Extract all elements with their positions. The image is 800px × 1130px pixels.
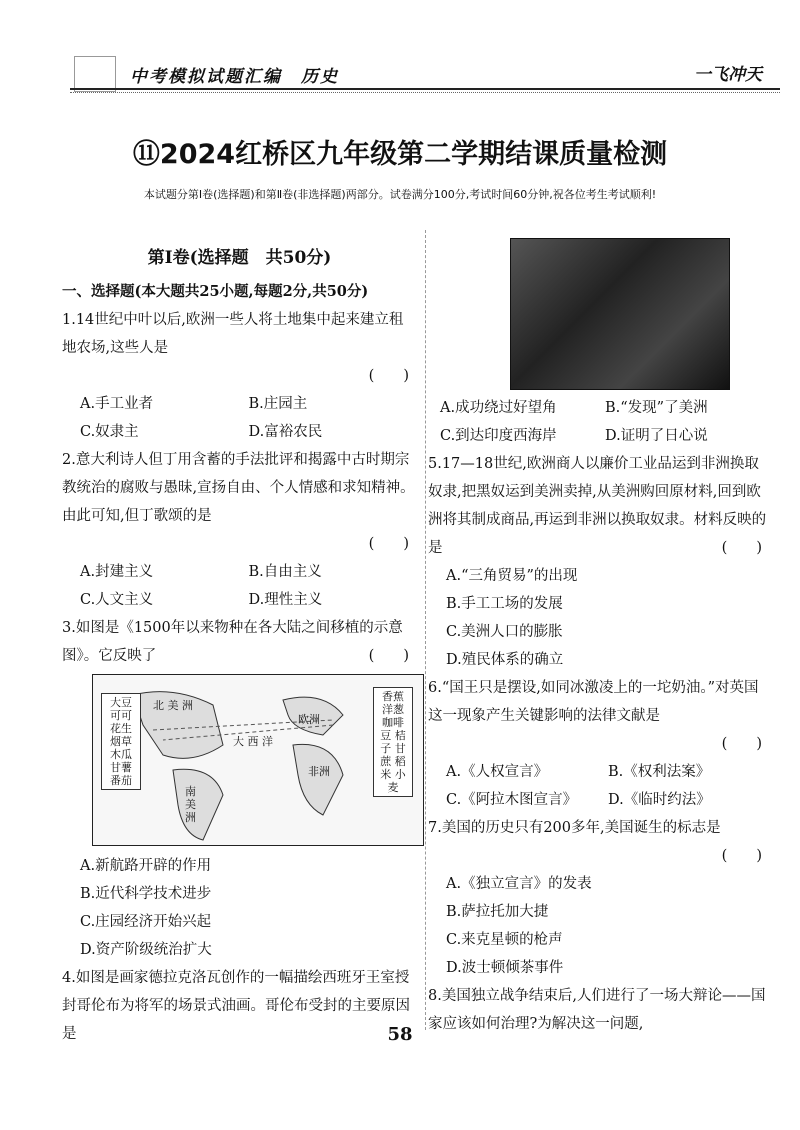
exam-note: 本试题分第Ⅰ卷(选择题)和第Ⅱ卷(非选择题)两部分。试卷满分100分,考试时间60分钟,祝各位考生考试顺利! [143,188,657,201]
option-d: D.殖民体系的确立 [446,652,564,668]
columbus-painting [510,238,730,390]
option-a: A.《人权宣言》 [446,764,549,780]
map-right-box: 香蕉 洋葱 咖啡 豆 桔子 甘蔗 稻米 小麦 [373,687,413,797]
exam-title: ⑪2024红桥区九年级第二学期结课质量检测 [132,139,668,170]
page-number: 58 [387,1024,413,1045]
right-column [428,394,770,1038]
answer-paren: ( ) [368,648,409,664]
question-stem: 4.如图是画家德拉克洛瓦创作的一幅描绘西班牙王室授封哥伦布为将军的场景式油画。哥伦布受封的主要原因是 [62,970,410,1042]
option-c: C.人文主义 [80,592,154,608]
question-7 [428,814,770,982]
species-transfer-map [92,674,424,846]
option-b: B.自由主义 [248,564,322,580]
header-rule [70,88,780,90]
option-d: D.资产阶级统治扩大 [80,942,212,958]
option-c: C.到达印度西海岸 [440,428,557,444]
answer-paren: ( ) [721,736,762,752]
option-d: D.《临时约法》 [608,792,711,808]
option-a: A.手工业者 [80,396,154,412]
option-a: A.新航路开辟的作用 [80,858,212,874]
option-c: C.《阿拉木图宣言》 [446,792,578,808]
part-heading: 一、选择题(本大题共25小题,每题2分,共50分) [62,283,369,300]
question-stem: 7.美国的历史只有200多年,美国诞生的标志是 [428,820,721,836]
left-column [62,244,417,1048]
question-1 [62,306,417,446]
option-b: B.手工工场的发展 [446,596,563,612]
question-stem: 3.如图是《1500年以来物种在各大陆之间移植的示意图》。它反映了 [62,620,403,664]
question-stem: 5.17—18世纪,欧洲商人以廉价工业品运到非洲换取奴隶,把黑奴运到美洲卖掉,从美洲购回原材料,回到欧洲将其制成商品,再运到非洲以换取奴隶。材料反映的是 [428,456,767,556]
question-stem: 1.14世纪中叶以后,欧洲一些人将土地集中起来建立租地农场,这些人是 [62,312,404,356]
option-a: A.“三角贸易”的出现 [446,568,578,584]
header-rule-dotted [70,92,780,93]
option-c: C.庄园经济开始兴起 [80,914,212,930]
question-3 [62,614,417,964]
option-a: A.成功绕过好望角 [440,400,557,416]
label-north-america: 北 美 洲 [153,699,193,712]
option-c: C.来克星顿的枪声 [446,932,563,948]
option-c: C.奴隶主 [80,424,139,440]
question-2 [62,446,417,614]
question-stem: 8.美国独立战争结束后,人们进行了一场大辩论——国家应该如何治理?为解决这一问题, [428,988,766,1032]
option-d: D.波士顿倾茶事件 [446,960,564,976]
option-a: A.封建主义 [80,564,154,580]
option-c: C.美洲人口的膨胀 [446,624,563,640]
column-divider [425,230,426,1030]
label-europe: 欧洲 [298,713,320,726]
header-brand: 一飞冲天 [694,65,762,85]
option-d: D.证明了日心说 [605,428,708,444]
option-d: D.理性主义 [248,592,323,608]
option-b: B.近代科学技术进步 [80,886,212,902]
label-africa: 非洲 [308,765,330,778]
label-atlantic: 大 西 洋 [233,735,273,748]
answer-paren: ( ) [721,848,762,864]
series-logo [74,56,116,92]
question-5 [428,450,770,674]
answer-paren: ( ) [368,368,409,384]
option-a: A.《独立宣言》的发表 [446,876,592,892]
label-south-america: 南 美 洲 [185,785,196,824]
map-left-box: 大豆 可可 花生 烟草 木瓜 甘薯 番茄 [101,693,141,790]
question-stem: 2.意大利诗人但丁用含蓄的手法批评和揭露中古时期宗教统治的腐败与愚昧,宣扬自由、个人情感和求知精神。由此可知,但丁歌颂的是 [62,452,415,524]
question-stem: 6.“国王只是摆设,如同冰激凌上的一坨奶油。”对英国这一现象产生关键影响的法律文献是 [428,680,759,724]
answer-paren: ( ) [721,540,762,556]
option-d: D.富裕农民 [248,424,323,440]
option-b: B.萨拉托加大捷 [446,904,549,920]
option-b: B.“发现”了美洲 [605,400,708,416]
question-6 [428,674,770,814]
option-b: B.庄园主 [248,396,308,412]
header-series: 中考模拟试题汇编 历史 [130,67,339,87]
section-title: 第Ⅰ卷(选择题 共50分) [147,248,332,268]
answer-paren: ( ) [368,536,409,552]
option-b: B.《权利法案》 [608,764,711,780]
